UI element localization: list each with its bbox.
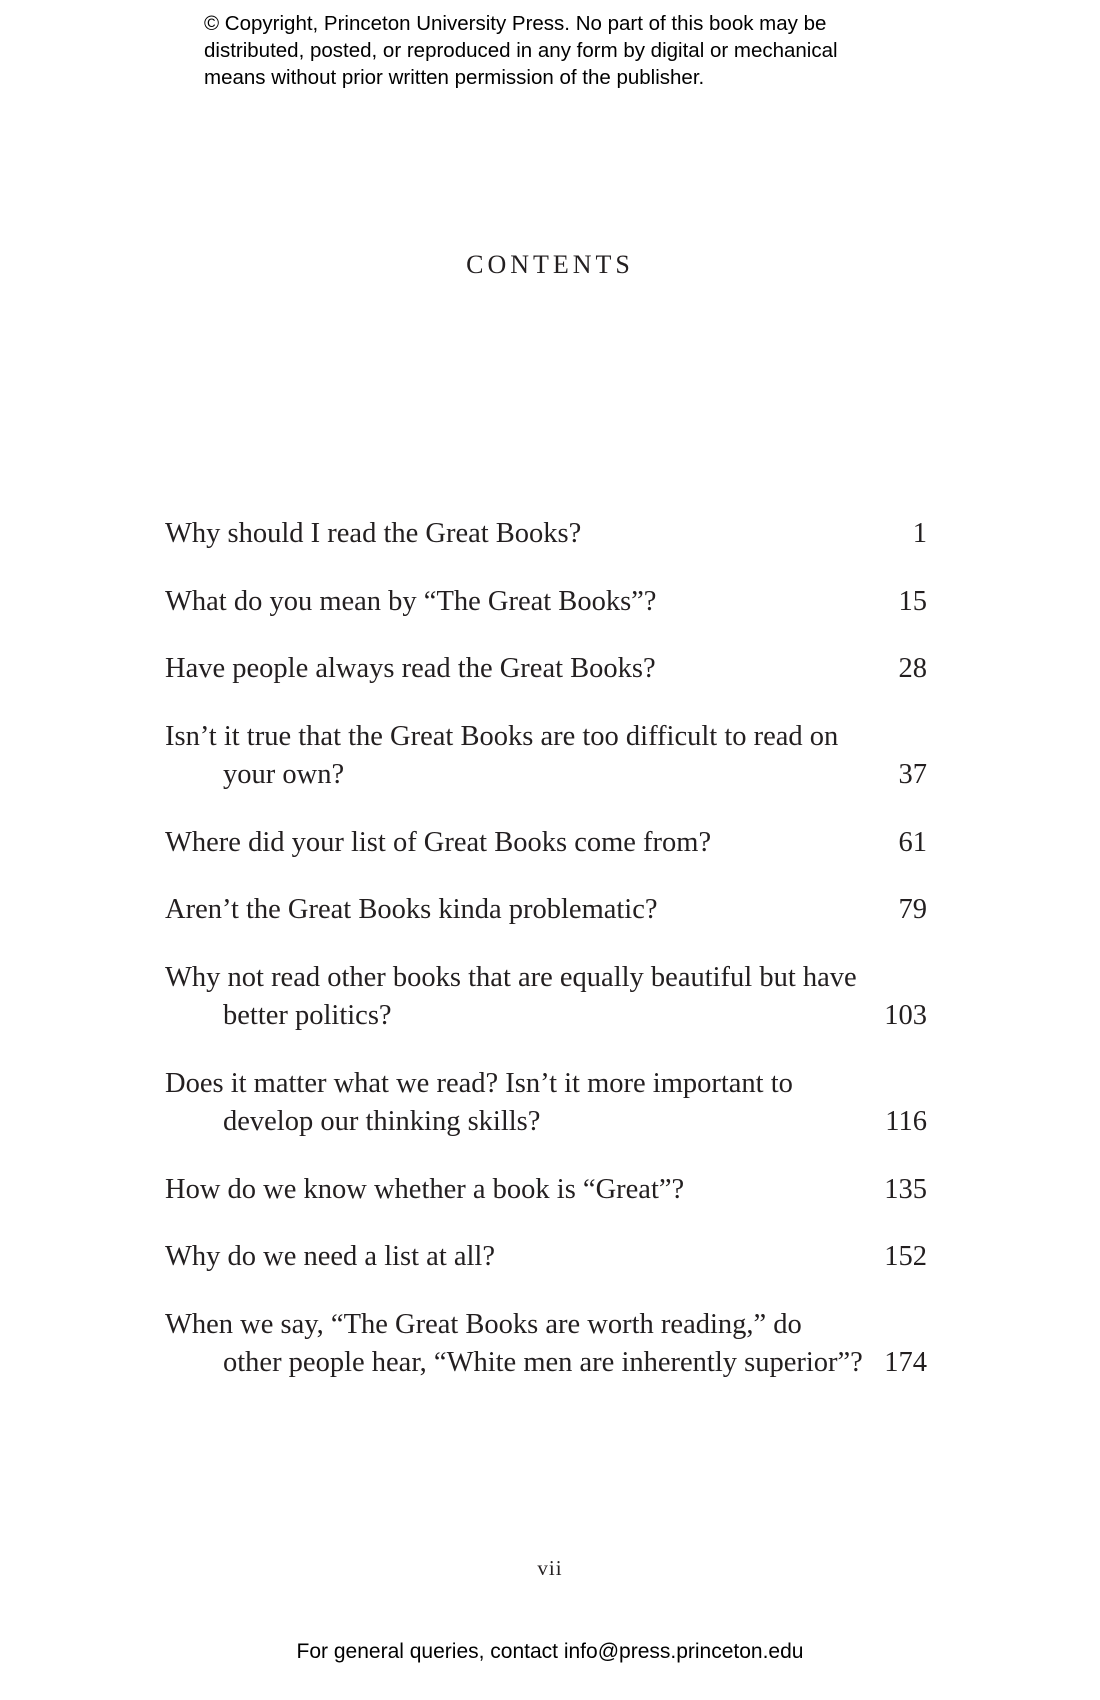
toc-entry-page: 103 [884, 1000, 927, 1031]
toc-entry-title: Isn’t it true that the Great Books are too difficult to read on your own? [165, 720, 839, 790]
toc-entry-title: Why should I read the Great Books? [165, 518, 582, 549]
copyright-line: means without prior written permission of the publisher. [204, 66, 705, 89]
toc-entry-title: Does it matter what we read? Isn’t it more important to develop our thinking skills? [165, 1067, 793, 1137]
toc-entry-page: 135 [884, 1173, 927, 1205]
toc-entry [165, 1306, 927, 1383]
toc-entry-page: 61 [898, 826, 927, 858]
toc-entry [165, 1238, 927, 1277]
toc-entry-title: Why do we need a list at all? [165, 1241, 496, 1272]
toc-entry-title: When we say, “The Great Books are worth reading,” do other people hear, “White men are inherently superior”? [165, 1308, 863, 1378]
table-of-contents [165, 515, 927, 1412]
toc-entry-title: How do we know whether a book is “Great”? [165, 1173, 685, 1205]
toc-entry-page: 1 [912, 518, 927, 549]
toc-entry-page: 15 [898, 585, 927, 617]
toc-entry-page: 174 [884, 1347, 927, 1378]
toc-entry-page: 28 [898, 653, 927, 684]
footer-contact: For general queries, contact info@press.princeton.edu [296, 1640, 804, 1663]
toc-entry [165, 891, 927, 930]
toc-entry-title: Where did your list of Great Books come from? [165, 826, 712, 858]
copyright-notice [204, 10, 924, 91]
toc-entry [165, 583, 927, 622]
toc-entry [165, 515, 927, 554]
toc-entry-page: 37 [898, 759, 927, 790]
copyright-line: © Copyright, Princeton University Press. No part of this book may be [204, 12, 827, 35]
toc-entry [165, 824, 927, 863]
toc-entry-page: 79 [898, 894, 927, 925]
copyright-line: distributed, posted, or reproduced in any form by digital or mechanical [204, 39, 838, 62]
toc-entry [165, 1065, 927, 1142]
toc-entry-title: What do you mean by “The Great Books”? [165, 585, 657, 617]
toc-entry [165, 650, 927, 689]
toc-entry-title: Have people always read the Great Books? [165, 653, 656, 684]
page-number: vii [537, 1556, 563, 1580]
toc-entry-page: 116 [885, 1106, 927, 1137]
page-title: CONTENTS [466, 250, 634, 279]
toc-entry-title: Why not read other books that are equally beautiful but have better politics? [165, 961, 857, 1031]
toc-entry [165, 1171, 927, 1210]
toc-entry-page: 152 [884, 1241, 927, 1272]
toc-entry-title: Aren’t the Great Books kinda problematic? [165, 894, 658, 925]
toc-entry [165, 718, 927, 795]
toc-entry [165, 959, 927, 1036]
